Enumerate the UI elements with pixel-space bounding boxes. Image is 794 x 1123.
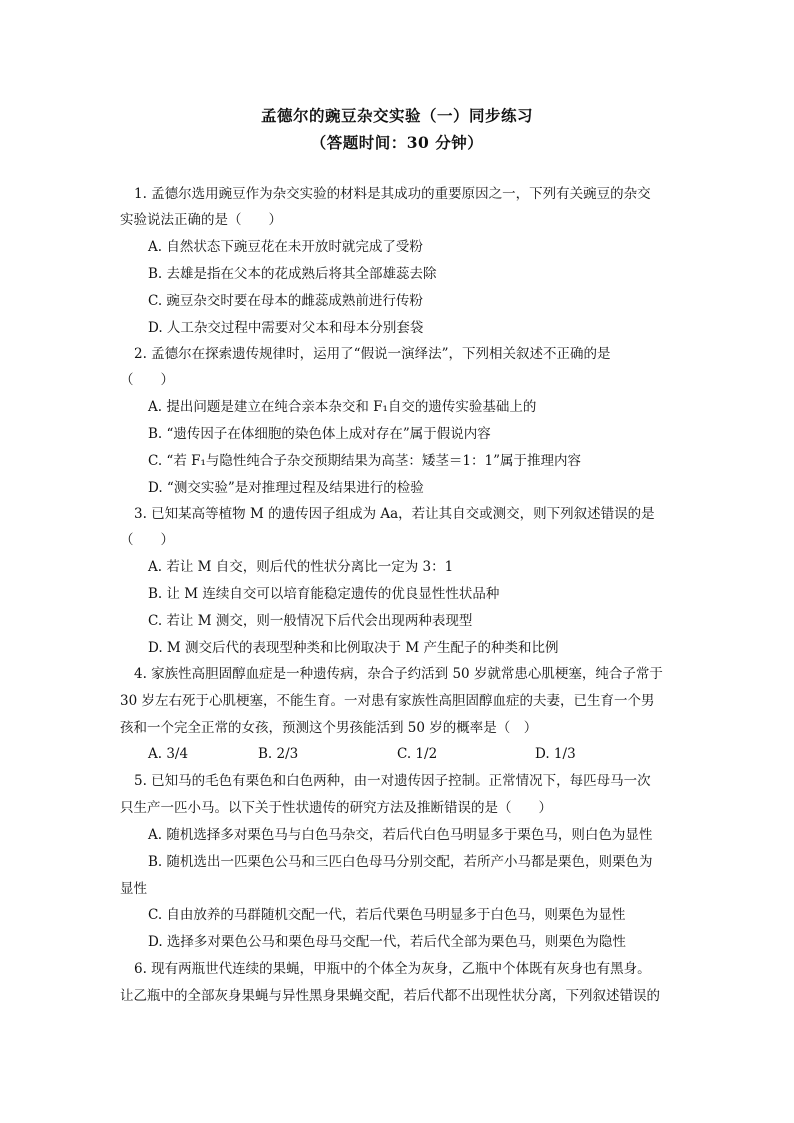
- question-5-option-b-cont: 显性: [120, 881, 147, 897]
- question-6-stem: 6. 现有两瓶世代连续的果蝇，甲瓶中的个体全为灰身，乙瓶中个体既有灰身也有黑身。: [134, 961, 651, 977]
- question-5-option-a: A. 随机选择多对栗色马与白色马杂交，若后代白色马明显多于栗色马，则白色为显性: [148, 827, 653, 843]
- question-4-stem: 4. 家族性高胆固醇血症是一种遗传病，杂合子约活到 50 岁就常患心肌梗塞，纯合子常于: [134, 666, 663, 682]
- question-4-stem-cont: 30 岁左右死于心肌梗塞，不能生育。一对患有家族性高胆固醇血症的夫妻，已生育一个男: [120, 693, 655, 709]
- question-6-stem-cont: 让乙瓶中的全部灰身果蝇与异性黑身果蝇交配，若后代都不出现性状分离，下列叙述错误的: [120, 988, 660, 1004]
- question-5-stem-cont: 只生产一匹小马。以下关于性状遗传的研究方法及推断错误的是（ ）: [120, 800, 552, 816]
- question-1-option-a: A. 自然状态下豌豆花在未开放时就完成了受粉: [148, 239, 423, 255]
- question-1-stem: 1. 孟德尔选用豌豆作为杂交实验的材料是其成功的重要原因之一，下列有关豌豆的杂交: [134, 186, 651, 202]
- question-4-stem-cont-2: 孩和一个完全正常的女孩，预测这个男孩能活到 50 岁的概率是（ ）: [120, 720, 538, 736]
- question-5-option-c: C. 自由放养的马群随机交配一代，若后代栗色马明显多于白色马，则栗色为显性: [148, 907, 626, 923]
- question-5-option-d: D. 选择多对栗色公马和栗色母马交配一代，若后代全部为栗色马，则栗色为隐性: [148, 934, 626, 950]
- question-1-option-d: D. 人工杂交过程中需要对父本和母本分别套袋: [148, 320, 424, 336]
- question-3-option-b: B. 让 M 连续自交可以培育能稳定遗传的优良显性性状品种: [148, 586, 500, 602]
- question-4-option-a: A. 3/4: [148, 746, 189, 762]
- question-2-option-a: A. 提出问题是建立在纯合亲本杂交和 F₁自交的遗传实验基础上的: [148, 399, 537, 415]
- question-3-option-d: D. M 测交后代的表现型种类和比例取决于 M 产生配子的种类和比例: [148, 640, 559, 656]
- question-4-option-b: B. 2/3: [258, 746, 299, 762]
- question-2-option-d: D. “测交实验”是对推理过程及结果进行的检验: [148, 480, 424, 496]
- page-title: 孟德尔的豌豆杂交实验（一）同步练习: [260, 106, 533, 125]
- question-3-stem-cont: （ ）: [120, 532, 174, 548]
- page-subtitle: （答题时间：30 分钟）: [310, 133, 484, 152]
- question-1-stem-cont: 实验说法正确的是（ ）: [120, 212, 282, 228]
- question-4-option-c: C. 1/2: [397, 746, 438, 762]
- question-2-stem: 2. 孟德尔在探索遗传规律时，运用了“假说一演绎法”，下列相关叙述不正确的是: [134, 346, 611, 362]
- question-2-stem-cont: （ ）: [120, 372, 174, 388]
- question-5-option-b: B. 随机选出一匹栗色公马和三匹白色母马分别交配，若所产小马都是栗色，则栗色为: [148, 854, 653, 870]
- question-3-option-a: A. 若让 M 自交，则后代的性状分离比一定为 3：1: [148, 559, 454, 575]
- question-3-option-c: C. 若让 M 测交，则一般情况下后代会出现两种表现型: [148, 613, 473, 629]
- question-2-option-c: C. “若 F₁与隐性纯合子杂交预期结果为高茎：矮茎＝1：1”属于推理内容: [148, 453, 581, 469]
- question-3-stem: 3. 已知某高等植物 M 的遗传因子组成为 Aa，若让其自交或测交，则下列叙述错误的是: [134, 506, 655, 522]
- question-4-option-d: D. 1/3: [535, 746, 576, 762]
- question-5-stem: 5. 已知马的毛色有栗色和白色两种，由一对遗传因子控制。正常情况下，每匹母马一次: [134, 773, 651, 789]
- question-1-option-c: C. 豌豆杂交时要在母本的雌蕊成熟前进行传粉: [148, 293, 423, 309]
- question-1-option-b: B. 去雄是指在父本的花成熟后将其全部雄蕊去除: [148, 266, 437, 282]
- question-2-option-b: B. “遗传因子在体细胞的染色体上成对存在”属于假说内容: [148, 426, 491, 442]
